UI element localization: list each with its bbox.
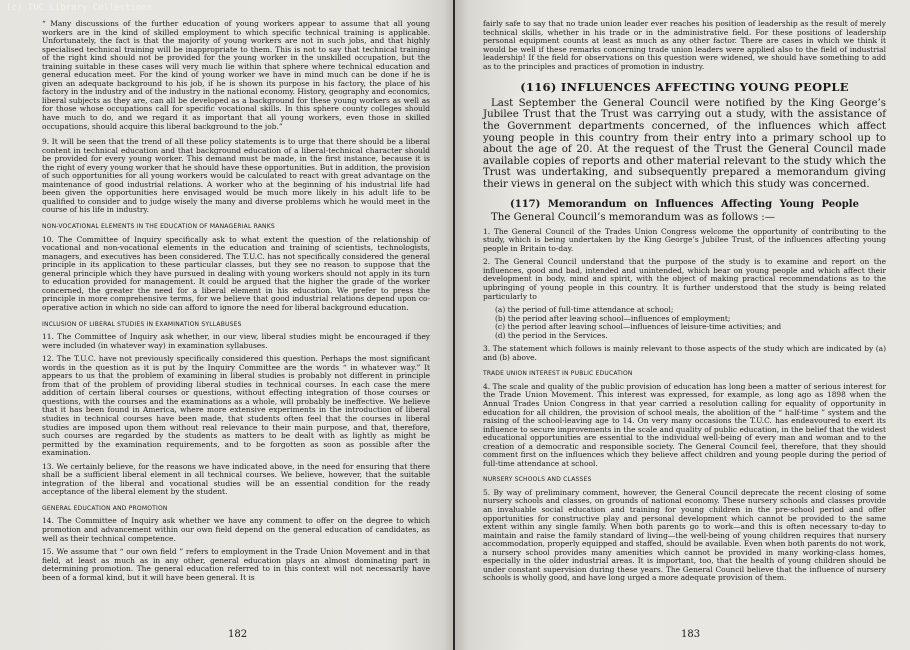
- memo-paragraph-2: 2. The General Council understand that the purpose of the study is to examine and report on the influences, good and bad, intended and unintended, which bear on young people and which affect their development in body, mind and spirit, with the object of making practical recommendations as to the upbringing of young people in this country. It is further understood that the study is being related particularly to: [483, 257, 886, 301]
- left-column: [42, 20, 430, 587]
- watermark: (c) TUC Library Collections: [6, 3, 153, 13]
- memo-paragraph-4: 4. The scale and quality of the public provision of education has long been a matter of serious interest for the Trade Union Movement. This interest was expressed, for example, as long ago as 1898 when the Annual Trades Union Congress in that year carried a resolution calling for equality of opportunity in education for all children, the provision of school meals, the abolition of the “ half-time ” system and the raising of the school-leaving age to 14. On very many occasions the T.U.C. has endeavoured to exert its influence to secure improvements in the scale and quality of public education, in the belief that the widest educational opportunities are essential to the individual well-being of every man and woman and to the creation of a democratic and responsible society. The General Council feel, therefore, that they should comment first on the influences which they believe affect children and young people during the period of full-time attendance at school.: [483, 381, 886, 468]
- right-column: [483, 20, 886, 588]
- heading-general-education: GENERAL EDUCATION AND PROMOTION: [42, 504, 168, 512]
- paragraph-12: 12. The T.U.C. have not previously specifically considered this question. Perhaps the most significant words in the question as it is put by the Inquiry Committee are the words “ in whatever way.” It appears to us that the problem of examining in liberal studies is probably not different in principle from that of the problem of providing liberal studies in technical courses. In each case the mere addition of certain liberal courses or questions, without effecting integration of those courses or questions, with the courses and the examinations as a whole, will probably be ineffective. We believe that it has been found in America, where more extensive experiments in the introduction of liberal studies in technical courses have been made, that students often feel that the courses in liberal studies are imposed upon them without real relevance to their main purpose, and that, therefore, such courses are regarded by the students as matters to be dealt with as lightly as might be permitted by the examination requirements, and to be forgotten as soon as possible after the examination.: [42, 354, 430, 458]
- list-item: (c) the period after leaving school—influences of leisure-time activities; and: [495, 322, 782, 332]
- continuation-paragraph: fairly safe to say that no trade union leader ever reaches his position of leadership as the result of merely technical skills, whether in his trade or in the administrative field. For these positions of leadership personal equipment counts at least as much as any other factor. There are cases in which we think it would be well if these remarks concerning trade union leaders were applied also to the field of industrial leadership! If the field for observations on this question were widened, we should have something to add as to the principles and practices of promotion in industry.: [483, 19, 886, 71]
- list-item: (a) the period of full-time attendance at school;: [495, 305, 674, 315]
- paragraph-13: 13. We certainly believe, for the reasons we have indicated above, in the need for ensuring that there shall be a sufficient liberal element in all technical courses. We believe, however, that the suitable integration of the liberal and vocational studies will be an essential condition for the ready acceptance of the liberal element by the student.: [42, 461, 430, 497]
- memo-paragraph-3: 3. The statement which follows is mainly relevant to those aspects of the study which are indicated by (a) and (b) above.: [483, 344, 886, 362]
- heading-116: (116) INFLUENCES AFFECTING YOUNG PEOPLE: [520, 80, 849, 95]
- period-list: [483, 306, 886, 340]
- page-number-right: 183: [681, 629, 701, 640]
- heading-trade-union-interest: TRADE UNION INTEREST IN PUBLIC EDUCATION: [483, 370, 633, 378]
- left-page: [0, 0, 453, 650]
- list-item: (b) the period after leaving school—influences of employment;: [495, 313, 731, 323]
- page-number-left: 182: [228, 629, 248, 640]
- section-117-intro: [483, 212, 886, 224]
- paragraph-9: 9. It will be seen that the trend of all these policy statements is to urge that there should be a liberal content in technical education and that background education of a liberal-technical character should be provided for every young worker. This demand must be made, in the first instance, because it is the right of every young worker that he should have these opportunities. But in addition, the provision of such opportunities for all young workers would be calculated to react with great advantage on the maintenance of good industrial relations. A worker who at the beginning of his industrial life had been given the opportunities here envisaged would be much more likely in his adult life to be qualified to consider and to judge wisely the many and diverse problems which he would meet in the course of his life in industry.: [42, 137, 430, 215]
- paragraph-117: The General Council’s memorandum was as follows :—: [491, 212, 775, 224]
- section-116-body: [483, 98, 886, 191]
- right-page: [455, 0, 910, 650]
- paragraph-116: Last September the General Council were notified by the King George’s Jubilee Trust that the Trust was carrying out a study, with the assistance of the Government departments concerned, of the influences which affect young people in this country from their entry into a primary school up to about the age of 20. At the request of the Trust the General Council made available copies of reports and other material relevant to the study which the Trust was undertaking, and subsequently prepared a memorandum giving their views in general on the subject with which this study was concerned.: [483, 97, 886, 190]
- list-item: (d) the period in the Services.: [495, 330, 608, 340]
- paragraph-11: 11. The Committee of Inquiry ask whether, in our view, liberal studies might be encouraged if they were included (in whatever way) in examination syllabuses.: [42, 332, 430, 350]
- heading-non-vocational: NON-VOCATIONAL ELEMENTS IN THE EDUCATION OF MANAGERIAL RANKS: [42, 223, 275, 231]
- quote-paragraph: “ Many discussions of the further education of young workers appear to assume that all young workers are in the kind of skilled employment to which specific technical training is applicable. Unfortunately, the fact is that the majority of young workers are not in such jobs, and that highly specialised technical training will be inappropriate to them. This is not to say that technical training of the right kind should not be provided for the young worker in the unskilled occupation, but the training suitable in these cases will very much lie within that sphere where technical education and general education meet. For the kind of young worker we have in mind much can be done if he is given an adequate background to his job, if he is shown its purpose in his factory, the place of his factory in the industry and of the industry in the national economy. History, geography and economics, liberal subjects as they are, can all be developed as a background for these young workers as well as for those whose occupations call for specific vocational skills. In this sphere county colleges should have much to do, and we regard it as important that all young workers, even those in skilled occupations, should acquire this liberal background to the job.”: [42, 19, 430, 131]
- heading-117: (117) Memorandum on Influences Affecting Young People: [510, 198, 859, 210]
- memo-paragraph-5: 5. By way of preliminary comment, however, the General Council deprecate the recent closing of some nursery schools and classes, on grounds of national economy. These nursery schools and classes provide an invaluable social education and training for young children in the pre-school period and offer opportunities for constructive play and personal development which cannot be provided to the same extent within any single family. When both parents go to work—and this is often necessary to-day to maintain and raise the family standard of living—the well-being of young children requires that nursery accommodation, properly equipped and staffed, should be available. Even when both parents do not work, a nursery school provides many amenities which cannot be provided in many working-class homes, especially in the older industrial areas. It is important, too, that the health of young children should be under constant supervision during these years. The General Council believe that the influence of nursery schools is wholly good, and have long urged a more adequate provision of them.: [483, 487, 886, 583]
- paragraph-14: 14. The Committee of Inquiry ask whether we have any comment to offer on the degree to which promotion and advancement within our own field depend on the general education of candidates, as well as their technical competence.: [42, 516, 430, 543]
- memo-paragraph-1: 1. The General Council of the Trades Union Congress welcome the opportunity of contributing to the study, which is being undertaken by the King George’s Jubilee Trust, of the influences affecting young people in Britain to-day.: [483, 226, 886, 253]
- heading-nursery-schools: NURSERY SCHOOLS AND CLASSES: [483, 476, 592, 484]
- paragraph-10: 10. The Committee of Inquiry specifically ask to what extent the question of the relationship of vocational and non-vocational elements in the education and training of scientists, technologists, managers, and executives has been considered. The T.U.C. has not specifically considered the general principle in its application to these particular classes, but they see no reason to suppose that the general principle which they have pursued in dealing with young workers should not apply in its turn to education provided for management. It could be argued that the higher the grade of the worker concerned, the greater the need for a liberal element in his education. We prefer to press the principle in more comprehensive terms, for we believe that good industrial relations depend upon co-operative action in which no side can afford to ignore the need for liberal background education.: [42, 234, 430, 312]
- paragraph-15: 15. We assume that “ our own field ” refers to employment in the Trade Union Movement and in that field, at least as much as in any other, general education plays an almost dominating part in determining promotion. The general education referred to in this context will not necessarily have been of a formal kind, but it will have been general. It is: [42, 547, 430, 582]
- heading-inclusion: INCLUSION OF LIBERAL STUDIES IN EXAMINATION SYLLABUSES: [42, 320, 242, 328]
